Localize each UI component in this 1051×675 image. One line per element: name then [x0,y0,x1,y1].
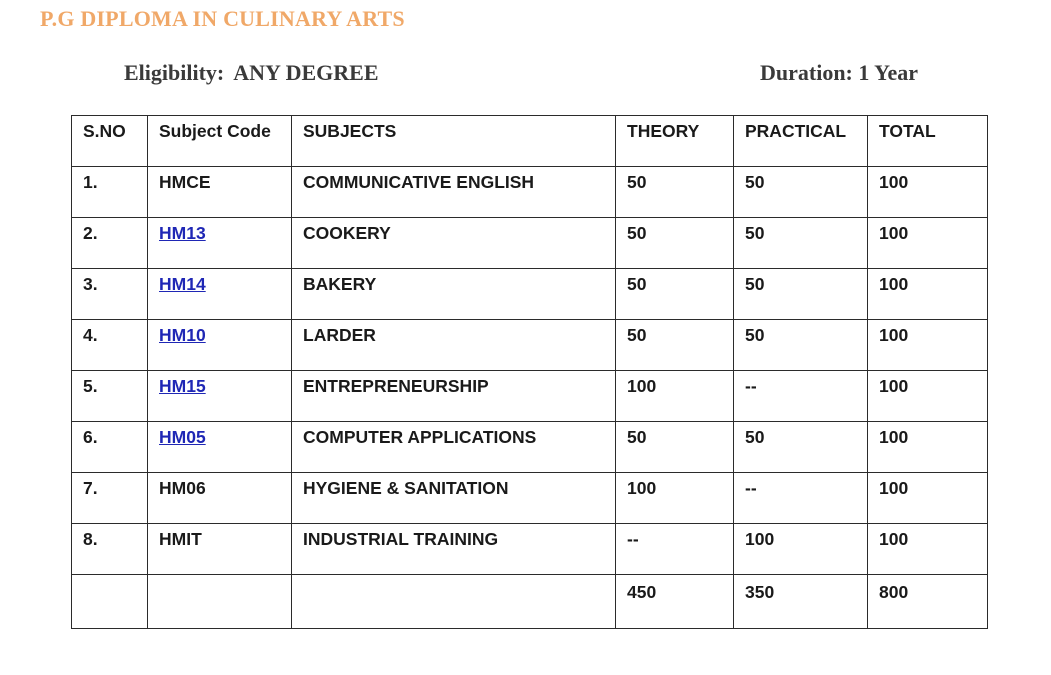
totals-cell-theory: 450 [616,575,734,629]
header-practical: PRACTICAL [734,116,868,167]
cell-theory-text: 50 [627,325,647,345]
header-total: TOTAL [868,116,988,167]
cell-subject-code [148,269,292,320]
cell-sno [72,218,148,269]
cell-theory-text: 100 [627,478,657,498]
cell-subject-text: COOKERY [303,223,391,243]
cell-theory-text: -- [627,529,639,549]
cell-theory [616,218,734,269]
totals-cell-total: 800 [868,575,988,629]
cell-practical [734,371,868,422]
cell-practical [734,422,868,473]
cell-theory [616,320,734,371]
cell-total-text: 100 [879,529,909,549]
cell-practical [734,524,868,575]
cell-subject [292,218,616,269]
cell-practical-text: 50 [745,223,765,243]
duration-text: Duration: 1 Year [760,60,919,85]
cell-subject-code [148,167,292,218]
cell-subject [292,167,616,218]
table-row [72,524,988,575]
subject-code-link[interactable]: HM14 [159,274,206,294]
cell-practical [734,218,868,269]
subject-code-text: HM06 [159,478,206,498]
subject-code-text: HMCE [159,172,211,192]
cell-theory [616,269,734,320]
page-title: P.G DIPLOMA IN CULINARY ARTS [40,6,405,31]
subject-code-link[interactable]: HM13 [159,223,206,243]
cell-practical [734,167,868,218]
cell-sno [72,371,148,422]
cell-total [868,473,988,524]
table-row [72,473,988,524]
cell-theory [616,422,734,473]
cell-total [868,218,988,269]
totals-row [72,575,988,629]
cell-subject-text: COMMUNICATIVE ENGLISH [303,172,535,192]
cell-subject [292,371,616,422]
cell-theory [616,524,734,575]
cell-practical-text: 100 [745,529,775,549]
cell-subject-text: INDUSTRIAL TRAINING [303,529,499,549]
subject-code-link[interactable]: HM15 [159,376,206,396]
cell-subject [292,473,616,524]
cell-sno-text: 8. [83,529,98,549]
subject-code-link[interactable]: HM10 [159,325,206,345]
cell-sno [72,473,148,524]
cell-theory-text: 50 [627,427,647,447]
cell-sno-text: 4. [83,325,98,345]
eligibility-line [124,60,379,86]
cell-total-text: 100 [879,427,909,447]
cell-sno [72,167,148,218]
cell-subject-text: ENTREPRENEURSHIP [303,376,489,396]
cell-subject-code [148,218,292,269]
cell-practical-text: 50 [745,274,765,294]
cell-practical [734,473,868,524]
table-body [72,167,988,629]
table-header-row [72,116,988,167]
header-subjects: SUBJECTS [292,116,616,167]
subject-code-link[interactable]: HM05 [159,427,206,447]
totals-cell-code [148,575,292,629]
cell-sno-text: 7. [83,478,98,498]
cell-total-text: 100 [879,376,909,396]
cell-total-text: 100 [879,274,909,294]
cell-total-text: 100 [879,478,909,498]
table-row [72,422,988,473]
cell-theory-text: 100 [627,376,657,396]
totals-cell-subject [292,575,616,629]
table-row [72,371,988,422]
cell-sno [72,269,148,320]
cell-total-text: 100 [879,325,909,345]
cell-theory-text: 50 [627,274,647,294]
subject-code-text: HMIT [159,529,202,549]
cell-theory-text: 50 [627,223,647,243]
cell-subject-code [148,473,292,524]
cell-sno-text: 1. [83,172,98,192]
cell-practical-text: -- [745,478,757,498]
cell-total [868,422,988,473]
subjects-table [71,115,988,629]
cell-practical [734,269,868,320]
cell-sno-text: 6. [83,427,98,447]
cell-sno [72,422,148,473]
cell-sno-text: 2. [83,223,98,243]
cell-sno [72,320,148,371]
cell-subject [292,320,616,371]
cell-total-text: 100 [879,223,909,243]
cell-sno-text: 3. [83,274,98,294]
header-sno: S.NO [72,116,148,167]
eligibility-value: ANY DEGREE [233,60,379,85]
cell-theory [616,371,734,422]
cell-theory [616,473,734,524]
totals-cell-sno [72,575,148,629]
table-row [72,269,988,320]
cell-total [868,524,988,575]
header-theory: THEORY [616,116,734,167]
eligibility-label: Eligibility: [124,60,225,85]
cell-total [868,269,988,320]
cell-subject-code [148,320,292,371]
cell-subject-code [148,371,292,422]
cell-subject-text: LARDER [303,325,376,345]
header-subject-code: Subject Code [148,116,292,167]
cell-total-text: 100 [879,172,909,192]
cell-subject [292,524,616,575]
cell-subject [292,422,616,473]
cell-practical-text: 50 [745,172,765,192]
cell-practical-text: 50 [745,427,765,447]
totals-cell-practical: 350 [734,575,868,629]
cell-subject-text: BAKERY [303,274,377,294]
cell-sno-text: 5. [83,376,98,396]
cell-subject-text: HYGIENE & SANITATION [303,478,509,498]
table-row [72,218,988,269]
cell-total [868,167,988,218]
cell-sno [72,524,148,575]
cell-subject-code [148,422,292,473]
cell-practical-text: 50 [745,325,765,345]
cell-subject-code [148,524,292,575]
cell-subject-text: COMPUTER APPLICATIONS [303,427,537,447]
cell-total [868,320,988,371]
cell-total [868,371,988,422]
cell-theory [616,167,734,218]
cell-theory-text: 50 [627,172,647,192]
cell-subject [292,269,616,320]
cell-practical [734,320,868,371]
table-row [72,320,988,371]
table-row [72,167,988,218]
cell-practical-text: -- [745,376,757,396]
